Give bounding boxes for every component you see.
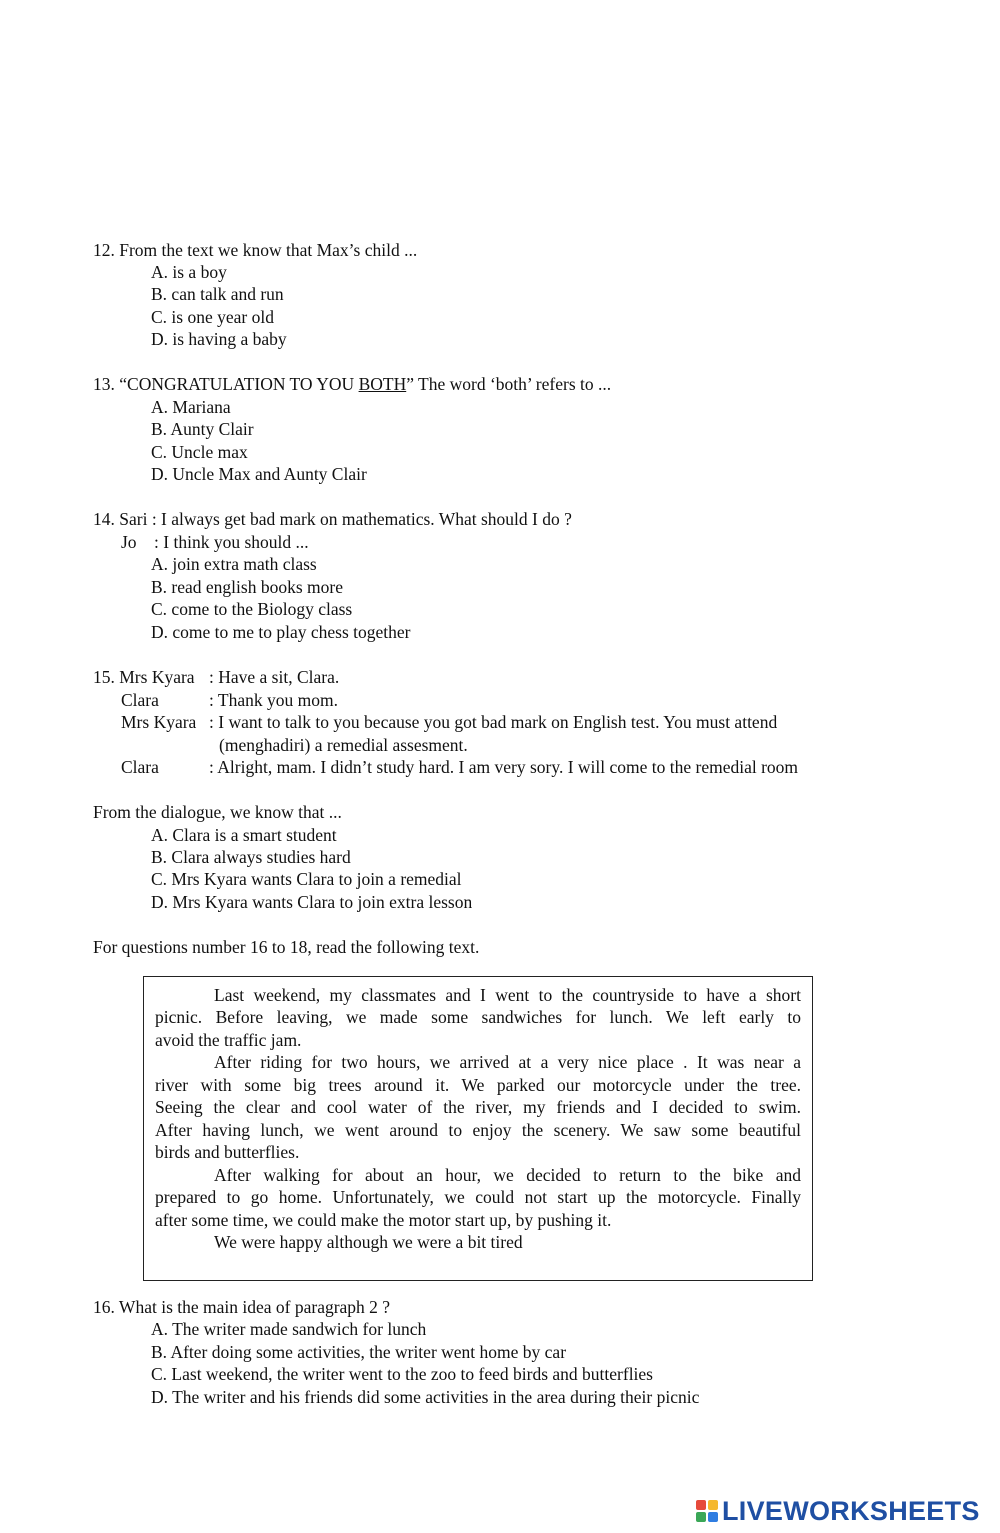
- q14-option-d: D. come to me to play chess together: [151, 622, 411, 642]
- q12-option-c: C. is one year old: [151, 307, 274, 327]
- q16-option-b: B. After doing some activities, the writer went home by car: [151, 1342, 567, 1362]
- passage-line: Seeing the clear and cool water of the river, my friends and I decided to swim.: [155, 1097, 801, 1117]
- q15-dialogue-speaker-5: Clara: [121, 757, 159, 777]
- q13-option-a: A. Mariana: [151, 397, 231, 417]
- q13-stem-underlined: BOTH: [358, 374, 407, 394]
- q13-option-d: D. Uncle Max and Aunty Clair: [151, 464, 367, 484]
- q13-option-b: B. Aunty Clair: [151, 419, 254, 439]
- passage-line: avoid the traffic jam.: [155, 1030, 302, 1050]
- passage-line: picnic. Before leaving, we made some sandwiches for lunch. We left early to: [155, 1007, 801, 1027]
- question-12-stem: 12. From the text we know that Max’s child ...: [93, 240, 418, 260]
- q15-dialogue-line-5: : Alright, mam. I didn’t study hard. I am very sory. I will come to the remedial room: [209, 757, 799, 777]
- q14-line-2: Jo : I think you should ...: [121, 532, 309, 552]
- liveworksheets-logo: [696, 1494, 980, 1528]
- q14-option-c: C. come to the Biology class: [151, 599, 353, 619]
- reading-instruction: For questions number 16 to 18, read the following text.: [93, 937, 480, 957]
- liveworksheets-logo-icon: [696, 1500, 718, 1522]
- q15-dialogue-line-2: : Thank you mom.: [209, 690, 338, 710]
- question-14-stem: 14. Sari : I always get bad mark on mathematics. What should I do ?: [93, 509, 572, 529]
- q15-dialogue-speaker-2: Clara: [121, 690, 159, 710]
- q15-dialogue-line-1: : Have a sit, Clara.: [209, 667, 340, 687]
- passage-line: After walking for about an hour, we decided to return to the bike and: [214, 1165, 801, 1185]
- q13-option-c: C. Uncle max: [151, 442, 248, 462]
- passage-line: Last weekend, my classmates and I went to the countryside to have a short: [214, 985, 801, 1005]
- passage-line: birds and butterflies.: [155, 1142, 300, 1162]
- passage-line: We were happy although we were a bit tired: [214, 1232, 523, 1252]
- q15-dialogue-speaker-3: Mrs Kyara: [121, 712, 197, 732]
- q15-option-a: A. Clara is a smart student: [151, 825, 337, 845]
- q14-option-a: A. join extra math class: [151, 554, 317, 574]
- q16-option-c: C. Last weekend, the writer went to the zoo to feed birds and butterflies: [151, 1364, 653, 1384]
- passage-line: After having lunch, we went around to enjoy the scenery. We saw some beautiful: [155, 1120, 801, 1140]
- q16-option-d: D. The writer and his friends did some activities in the area during their picnic: [151, 1387, 700, 1407]
- q12-option-b: B. can talk and run: [151, 284, 284, 304]
- q14-option-b: B. read english books more: [151, 577, 343, 597]
- q13-stem-after: ” The word ‘both’ refers to ...: [406, 374, 612, 394]
- q15-dialogue-line-4: (menghadiri) a remedial assesment.: [219, 735, 468, 755]
- question-16-stem: 16. What is the main idea of paragraph 2 ?: [93, 1297, 391, 1317]
- q15-option-b: B. Clara always studies hard: [151, 847, 351, 867]
- q15-dialogue-speaker-1: 15. Mrs Kyara: [93, 667, 195, 687]
- q15-option-d: D. Mrs Kyara wants Clara to join extra lesson: [151, 892, 473, 912]
- q13-stem-before: 13. “CONGRATULATION TO YOU: [93, 374, 359, 394]
- question-13-stem: [93, 373, 611, 395]
- q15-option-c: C. Mrs Kyara wants Clara to join a remedial: [151, 869, 462, 889]
- q12-option-d: D. is having a baby: [151, 329, 287, 349]
- q12-option-a: A. is a boy: [151, 262, 227, 282]
- passage-line: prepared to go home. Unfortunately, we could not start up the motorcycle. Finally: [155, 1187, 801, 1207]
- question-15-stem: From the dialogue, we know that ...: [93, 802, 342, 822]
- passage-line: After riding for two hours, we arrived at a very nice place . It was near a: [214, 1052, 801, 1072]
- passage-line: after some time, we could make the motor start up, by pushing it.: [155, 1210, 612, 1230]
- q16-option-a: A. The writer made sandwich for lunch: [151, 1319, 427, 1339]
- q15-dialogue-line-3: : I want to talk to you because you got bad mark on English test. You must attend: [209, 712, 778, 732]
- passage-line: river with some big trees around it. We parked our motorcycle under the tree.: [155, 1075, 801, 1095]
- brand-wordmark: LIVEWORKSHEETS: [722, 1495, 980, 1526]
